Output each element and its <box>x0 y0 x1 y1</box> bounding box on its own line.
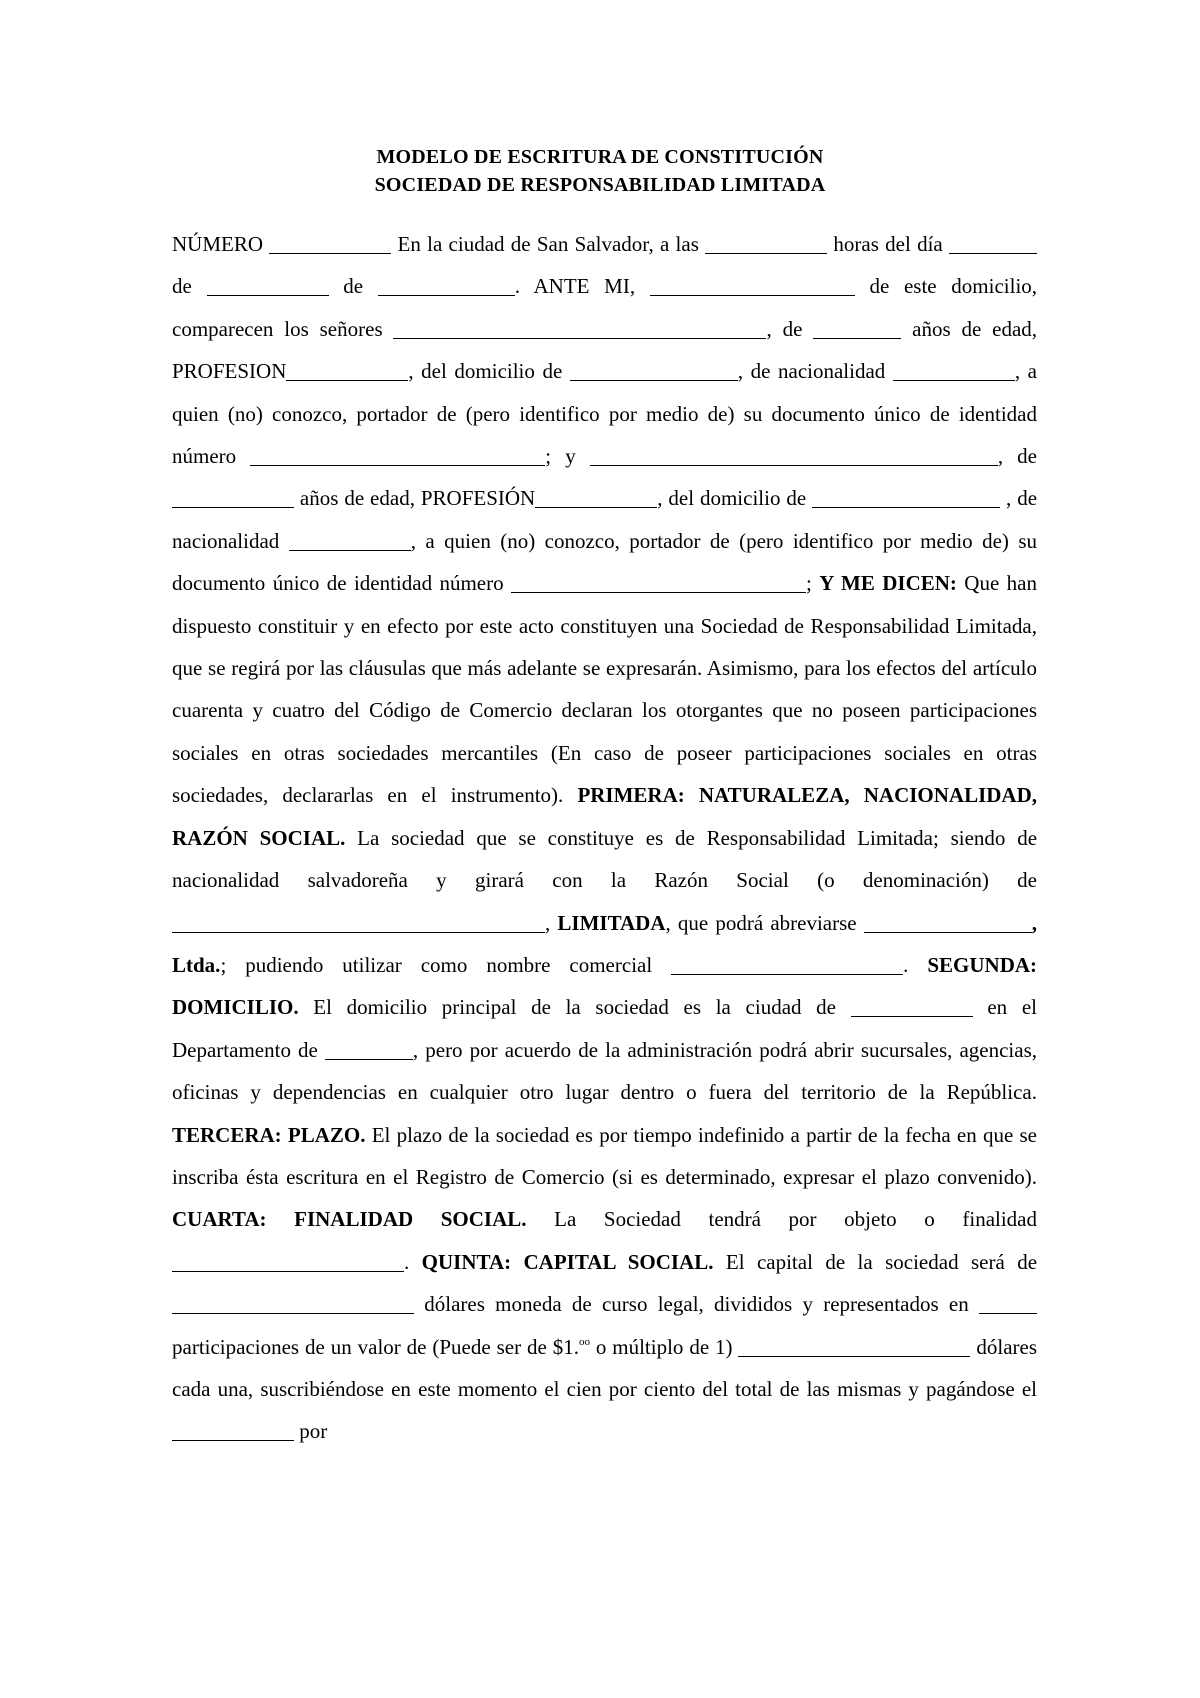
blank-field <box>738 1335 970 1357</box>
text-segment: El domicilio principal de la sociedad es la ciudad de <box>313 995 837 1020</box>
text-segment: , del domicilio de <box>408 359 563 384</box>
blank-field <box>286 359 408 381</box>
text-segment: de este domicilio, comparecen los señores <box>172 274 1038 341</box>
document-body <box>172 223 1037 1453</box>
text-segment: La sociedad que se constituye es de Responsabilidad Limitada; siendo de nacionalidad salvadoreña y girará con la Razón Social (o denominación) de <box>172 825 1038 893</box>
text-segment: . <box>404 1249 410 1274</box>
blank-field <box>172 911 545 933</box>
text-segment-bold: , Ltda. <box>172 910 1037 977</box>
text-segment: o múltiplo de 1) <box>595 1334 733 1359</box>
blank-field <box>393 317 766 339</box>
blank-field <box>864 911 1032 933</box>
text-segment: La Sociedad tendrá por objeto o finalidad <box>554 1207 1038 1232</box>
text-segment: por <box>299 1419 328 1444</box>
text-segment: En la ciudad de San Salvador, a las <box>397 232 699 256</box>
blank-field <box>671 953 903 975</box>
blank-field <box>325 1038 413 1060</box>
blank-field <box>250 444 545 466</box>
text-segment: , de <box>766 316 803 341</box>
text-segment: ; y <box>545 444 576 469</box>
text-segment: dólares cada una, suscribiéndose en este momento el cien por ciento del total de las mismas y pagándose el <box>172 1334 1038 1401</box>
text-segment: NÚMERO <box>172 232 264 256</box>
blank-field <box>812 486 1000 508</box>
text-segment: horas del día <box>833 232 943 256</box>
text-segment: , a quien (no) conozco, portador de (pero identifico por medio de) su documento único de identidad número <box>172 359 1038 469</box>
text-segment: de <box>172 274 192 299</box>
blank-field <box>949 232 1037 254</box>
blank-field <box>893 359 1015 381</box>
clause-heading: QUINTA: CAPITAL SOCIAL. <box>421 1249 714 1274</box>
text-segment: ; pudiendo utilizar como nombre comercial <box>220 952 653 977</box>
blank-field <box>590 444 998 466</box>
blank-field <box>172 1292 414 1314</box>
text-segment: en el Departamento de <box>172 995 1038 1062</box>
text-segment: , de <box>997 444 1038 469</box>
text-segment-bold: LIMITADA <box>557 910 666 935</box>
blank-field <box>813 317 901 339</box>
text-segment: años de edad, PROFESIÓN <box>299 486 536 511</box>
blank-field <box>979 1292 1037 1314</box>
blank-field <box>511 571 806 593</box>
blank-field <box>570 359 738 381</box>
clause-heading: SEGUNDA: DOMICILIO. <box>172 952 1038 1020</box>
text-segment: El capital de la sociedad será de <box>725 1249 1038 1274</box>
text-segment: . ANTE MI, <box>514 274 636 299</box>
blank-field <box>207 274 329 296</box>
text-segment: . <box>903 952 909 977</box>
clause-heading: TERCERA: PLAZO. <box>172 1122 366 1147</box>
blank-field <box>378 274 515 296</box>
text-segment: , de nacionalidad <box>172 486 1038 553</box>
text-segment-bold: Y ME DICEN: <box>819 571 957 596</box>
document-title-line-2: SOCIEDAD DE RESPONSABILIDAD LIMITADA <box>374 174 826 196</box>
blank-field <box>172 1419 294 1441</box>
text-segment: El plazo de la sociedad es por tiempo indefinido a partir de la fecha en que se inscriba ésta escritura en el Registro de Comercio (si es determinado, expresar el plazo convenido). <box>172 1122 1037 1189</box>
text-segment: , pero por acuerdo de la administración podrá abrir sucursales, agencias, oficinas y dependencias en cualquier otro lugar dentro o fuera del territorio de la República. <box>172 1037 1037 1105</box>
text-segment: ; <box>806 571 812 596</box>
blank-field <box>172 1250 404 1272</box>
blank-field <box>269 232 391 254</box>
document-title-line-1: MODELO DE ESCRITURA DE CONSTITUCIÓN <box>376 146 824 168</box>
blank-field <box>172 486 294 508</box>
blank-field <box>705 232 827 254</box>
text-segment: , <box>545 910 551 935</box>
clause-heading: PRIMERA: NATURALEZA, NACIONALIDAD, RAZÓN SOCIAL. <box>172 783 1038 850</box>
clause-heading: CUARTA: FINALIDAD SOCIAL. <box>172 1207 527 1232</box>
text-segment: , a quien (no) conozco, portador de (pero identifico por medio de) su documento único de identidad número <box>172 528 1038 596</box>
blank-field <box>535 486 657 508</box>
text-segment: dólares moneda de curso legal, divididos y representados en <box>424 1292 969 1317</box>
blank-field <box>289 529 411 551</box>
text-segment: de <box>343 274 364 299</box>
text-segment: , que podrá abreviarse <box>665 910 857 935</box>
text-segment: participaciones de un valor de (Puede ser de $1. <box>172 1334 579 1359</box>
text-segment: , de nacionalidad <box>737 359 886 384</box>
blank-field <box>851 995 973 1017</box>
text-segment: Que han dispuesto constituir y en efecto por este acto constituyen una Sociedad de Responsabilidad Limitada, que se regirá por las cláusulas que más adelante se expresarán. Asimismo, para los efectos del artículo cuarenta y cuatro del Código de Comercio declaran los otorgantes que no poseen participaciones sociales en otras sociedades mercantiles (En caso de poseer participaciones sociales en otras sociedades, declararlas en el instrumento). <box>172 571 1037 808</box>
text-segment: años de edad, PROFESION <box>172 316 1038 384</box>
superscript-text: oo <box>578 1335 590 1348</box>
blank-field <box>650 274 855 296</box>
text-segment: , del domicilio de <box>657 486 807 511</box>
